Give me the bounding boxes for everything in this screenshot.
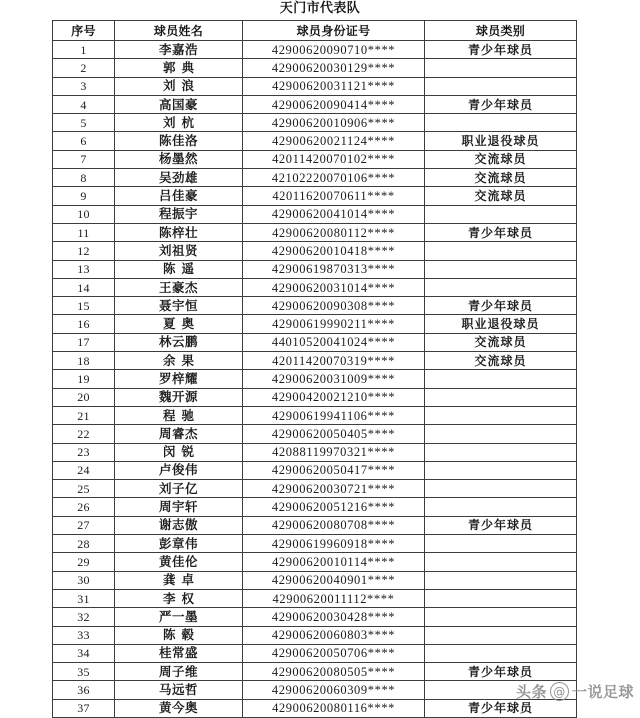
cell-index: 37 [53, 699, 115, 717]
cell-player-name: 刘杭 [115, 114, 243, 132]
cell-player-name: 周宇轩 [115, 498, 243, 516]
cell-player-name: 谢志傲 [115, 516, 243, 534]
cell-id-number: 42900620080112**** [243, 223, 425, 241]
cell-category [425, 370, 577, 388]
cell-index: 32 [53, 608, 115, 626]
cell-player-name: 周睿杰 [115, 425, 243, 443]
cell-index: 35 [53, 663, 115, 681]
cell-id-number: 42900620031121**** [243, 77, 425, 95]
cell-id-number: 42900620010114**** [243, 553, 425, 571]
cell-id-number: 42900619941106**** [243, 406, 425, 424]
cell-player-name: 桂常盛 [115, 644, 243, 662]
cell-id-number: 42900620040901**** [243, 571, 425, 589]
column-header-category: 球员类别 [425, 21, 577, 41]
cell-index: 27 [53, 516, 115, 534]
cell-category [425, 461, 577, 479]
cell-id-number: 42088119970321**** [243, 443, 425, 461]
cell-index: 34 [53, 644, 115, 662]
cell-index: 3 [53, 77, 115, 95]
cell-category [425, 535, 577, 553]
cell-category [425, 480, 577, 498]
cell-category [425, 608, 577, 626]
cell-player-name: 陈遥 [115, 260, 243, 278]
cell-player-name: 魏开源 [115, 388, 243, 406]
cell-id-number: 44010520041024**** [243, 333, 425, 351]
table-row [53, 498, 577, 516]
cell-id-number: 42900620031014**** [243, 278, 425, 296]
cell-id-number: 42900620030428**** [243, 608, 425, 626]
cell-category [425, 242, 577, 260]
table-row [53, 370, 577, 388]
table-row [53, 626, 577, 644]
table-row [53, 242, 577, 260]
cell-player-name: 黄佳伦 [115, 553, 243, 571]
table-row [53, 443, 577, 461]
cell-player-name: 程驰 [115, 406, 243, 424]
cell-index: 19 [53, 370, 115, 388]
cell-id-number: 42900619960918**** [243, 535, 425, 553]
cell-player-name: 马远哲 [115, 681, 243, 699]
table-row [53, 95, 577, 113]
cell-id-number: 42900620011112**** [243, 589, 425, 607]
cell-player-name: 杨墨然 [115, 150, 243, 168]
cell-index: 17 [53, 333, 115, 351]
cell-category: 交流球员 [425, 187, 577, 205]
table-row [53, 663, 577, 681]
cell-index: 20 [53, 388, 115, 406]
cell-category [425, 644, 577, 662]
table-row [53, 205, 577, 223]
table-row [53, 589, 577, 607]
cell-player-name: 余果 [115, 352, 243, 370]
cell-id-number: 42900620010906**** [243, 114, 425, 132]
table-row [53, 114, 577, 132]
cell-index: 36 [53, 681, 115, 699]
cell-player-name: 黄今奥 [115, 699, 243, 717]
cell-id-number: 42900620021124**** [243, 132, 425, 150]
cell-category [425, 443, 577, 461]
cell-player-name: 吕佳豪 [115, 187, 243, 205]
cell-player-name: 吴劲雄 [115, 169, 243, 187]
cell-player-name: 李权 [115, 589, 243, 607]
cell-category: 青少年球员 [425, 516, 577, 534]
cell-index: 10 [53, 205, 115, 223]
table-row [53, 187, 577, 205]
cell-category [425, 553, 577, 571]
cell-id-number: 42900620060803**** [243, 626, 425, 644]
table-row [53, 406, 577, 424]
cell-player-name: 林云鹏 [115, 333, 243, 351]
cell-category [425, 278, 577, 296]
cell-category: 交流球员 [425, 352, 577, 370]
cell-index: 33 [53, 626, 115, 644]
cell-player-name: 夏奥 [115, 315, 243, 333]
cell-index: 16 [53, 315, 115, 333]
cell-index: 2 [53, 59, 115, 77]
cell-index: 30 [53, 571, 115, 589]
cell-index: 18 [53, 352, 115, 370]
cell-index: 12 [53, 242, 115, 260]
cell-id-number: 42900620090710**** [243, 41, 425, 59]
cell-index: 31 [53, 589, 115, 607]
cell-id-number: 42900620030721**** [243, 480, 425, 498]
cell-index: 23 [53, 443, 115, 461]
cell-category: 交流球员 [425, 150, 577, 168]
cell-id-number: 42900620050417**** [243, 461, 425, 479]
cell-player-name: 刘浪 [115, 77, 243, 95]
cell-category [425, 77, 577, 95]
column-header-name: 球员姓名 [115, 21, 243, 41]
table-row [53, 608, 577, 626]
cell-player-name: 程振宇 [115, 205, 243, 223]
table-header [53, 21, 577, 41]
cell-category [425, 626, 577, 644]
cell-category [425, 260, 577, 278]
table-row [53, 315, 577, 333]
cell-player-name: 王豪杰 [115, 278, 243, 296]
cell-category [425, 498, 577, 516]
cell-category: 交流球员 [425, 169, 577, 187]
cell-category: 职业退役球员 [425, 132, 577, 150]
watermark-account: 一说足球 [571, 683, 634, 701]
cell-id-number: 42900619990211**** [243, 315, 425, 333]
cell-player-name: 高国豪 [115, 95, 243, 113]
table-row [53, 644, 577, 662]
cell-category [425, 571, 577, 589]
cell-category [425, 59, 577, 77]
cell-id-number: 42900620080505**** [243, 663, 425, 681]
cell-id-number: 42900620050706**** [243, 644, 425, 662]
cell-id-number: 42900620031009**** [243, 370, 425, 388]
cell-category: 青少年球员 [425, 41, 577, 59]
watermark-platform: 头条 [515, 683, 547, 701]
cell-category: 交流球员 [425, 333, 577, 351]
cell-id-number: 42900620050405**** [243, 425, 425, 443]
cell-index: 5 [53, 114, 115, 132]
table-row [53, 223, 577, 241]
table-row [53, 333, 577, 351]
cell-id-number: 42900620051216**** [243, 498, 425, 516]
table-row [53, 425, 577, 443]
cell-index: 28 [53, 535, 115, 553]
cell-index: 13 [53, 260, 115, 278]
cell-id-number: 42900620080708**** [243, 516, 425, 534]
roster-table-container [52, 20, 576, 718]
table-body [53, 41, 577, 718]
cell-id-number: 42900620090308**** [243, 297, 425, 315]
cell-category [425, 388, 577, 406]
cell-index: 15 [53, 297, 115, 315]
cell-category: 青少年球员 [425, 223, 577, 241]
cell-player-name: 刘祖贤 [115, 242, 243, 260]
cell-category [425, 114, 577, 132]
cell-category: 青少年球员 [425, 699, 577, 717]
column-header-id: 球员身份证号 [243, 21, 425, 41]
cell-index: 1 [53, 41, 115, 59]
cell-category: 青少年球员 [425, 297, 577, 315]
cell-player-name: 龚卓 [115, 571, 243, 589]
table-row [53, 681, 577, 699]
table-row [53, 132, 577, 150]
cell-player-name: 罗梓耀 [115, 370, 243, 388]
column-header-index: 序号 [53, 21, 115, 41]
cell-category [425, 681, 577, 699]
table-row [53, 516, 577, 534]
cell-player-name: 严一墨 [115, 608, 243, 626]
cell-id-number: 42900620060309**** [243, 681, 425, 699]
cell-player-name: 李嘉浩 [115, 41, 243, 59]
table-row [53, 77, 577, 95]
cell-index: 6 [53, 132, 115, 150]
cell-index: 25 [53, 480, 115, 498]
cell-id-number: 42900620010418**** [243, 242, 425, 260]
table-row [53, 169, 577, 187]
table-row [53, 388, 577, 406]
table-row [53, 150, 577, 168]
cell-player-name: 卢俊伟 [115, 461, 243, 479]
at-icon: @ [550, 682, 569, 701]
cell-player-name: 闵锐 [115, 443, 243, 461]
cell-player-name: 郭典 [115, 59, 243, 77]
cell-player-name: 周子维 [115, 663, 243, 681]
cell-index: 8 [53, 169, 115, 187]
cell-category [425, 406, 577, 424]
cell-id-number: 42011620070611**** [243, 187, 425, 205]
cell-id-number: 42900620030129**** [243, 59, 425, 77]
cell-index: 22 [53, 425, 115, 443]
cell-category [425, 589, 577, 607]
cell-index: 26 [53, 498, 115, 516]
cell-category: 青少年球员 [425, 95, 577, 113]
cell-player-name: 彭章伟 [115, 535, 243, 553]
cell-player-name: 聂宇恒 [115, 297, 243, 315]
table-row [53, 571, 577, 589]
player-roster-table [52, 20, 577, 718]
cell-index: 7 [53, 150, 115, 168]
cell-index: 24 [53, 461, 115, 479]
table-row [53, 535, 577, 553]
cell-id-number: 42011420070319**** [243, 352, 425, 370]
cell-category [425, 425, 577, 443]
cell-category: 青少年球员 [425, 663, 577, 681]
cell-index: 14 [53, 278, 115, 296]
cell-player-name: 陈毂 [115, 626, 243, 644]
cell-index: 9 [53, 187, 115, 205]
cell-index: 21 [53, 406, 115, 424]
cell-index: 11 [53, 223, 115, 241]
page-title: 天门市代表队 [279, 1, 361, 16]
cell-id-number: 42102220070106**** [243, 169, 425, 187]
table-row [53, 699, 577, 717]
cell-player-name: 刘子亿 [115, 480, 243, 498]
cell-id-number: 42900619870313**** [243, 260, 425, 278]
table-row [53, 278, 577, 296]
cell-player-name: 陈佳洛 [115, 132, 243, 150]
cell-id-number: 42900420021210**** [243, 388, 425, 406]
table-row [53, 352, 577, 370]
table-row [53, 59, 577, 77]
table-row [53, 297, 577, 315]
cell-id-number: 42900620041014**** [243, 205, 425, 223]
cell-player-name: 陈梓壮 [115, 223, 243, 241]
table-row [53, 553, 577, 571]
table-row [53, 260, 577, 278]
cell-category: 职业退役球员 [425, 315, 577, 333]
cell-id-number: 42900620090414**** [243, 95, 425, 113]
cell-category [425, 205, 577, 223]
table-row [53, 41, 577, 59]
table-row [53, 461, 577, 479]
cell-id-number: 42900620080116**** [243, 699, 425, 717]
cell-id-number: 42011420070102**** [243, 150, 425, 168]
table-header-row [53, 21, 577, 41]
table-row [53, 480, 577, 498]
cell-index: 29 [53, 553, 115, 571]
cell-index: 4 [53, 95, 115, 113]
